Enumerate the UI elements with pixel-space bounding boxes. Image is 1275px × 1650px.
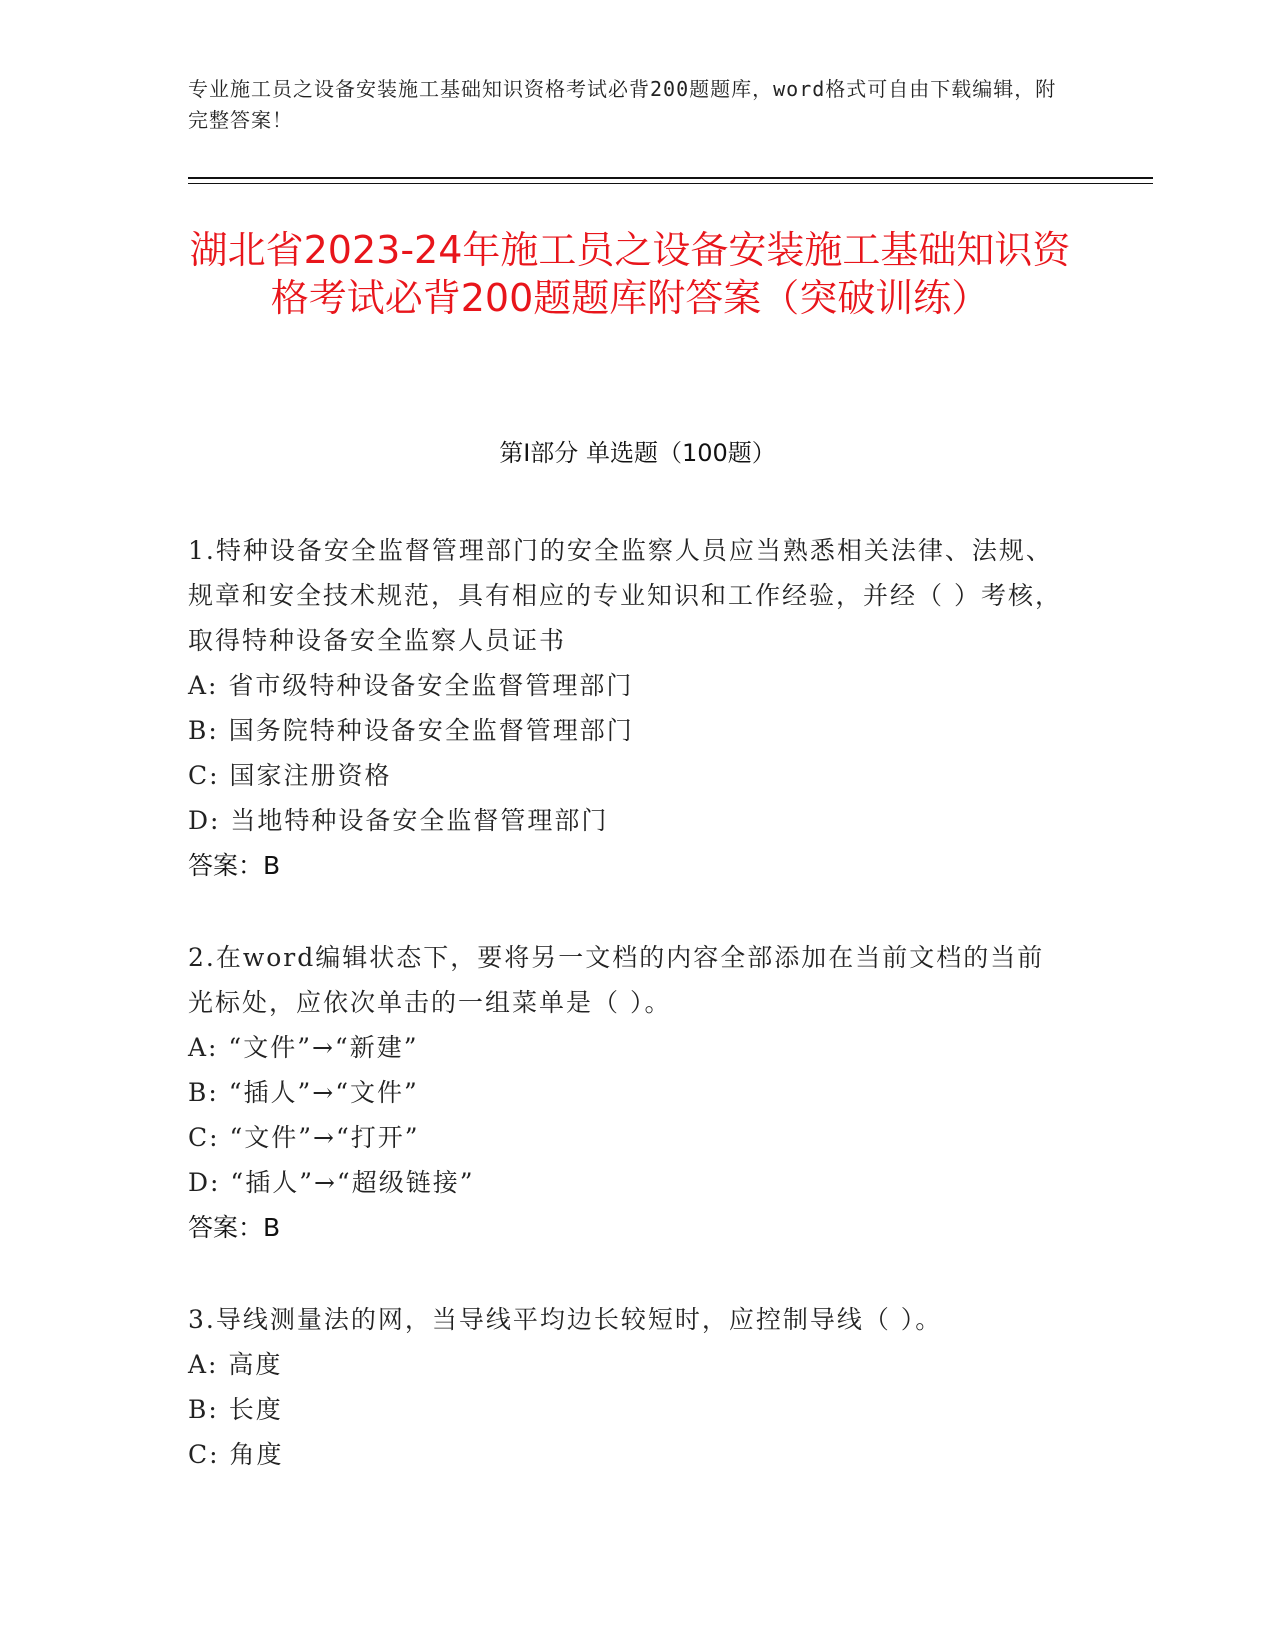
option-a: A: 省市级特种设备安全监督管理部门 [188, 671, 634, 700]
option-c: C: 角度 [188, 1440, 284, 1469]
header-rule-thin [188, 183, 1153, 184]
option-c: C: 国家注册资格 [188, 761, 392, 790]
section-title: 第Ⅰ部分 单选题（100题） [499, 439, 776, 467]
option-a: A: “文件”→“新建” [188, 1033, 419, 1062]
question-3 [188, 1297, 1068, 1477]
question-stem: 1.特种设备安全监督管理部门的安全监察人员应当熟悉相关法律、法规、规章和安全技术规范，具有相应的专业知识和工作经验，并经（ ）考核，取得特种设备安全监察人员证书 [188, 536, 1062, 655]
question-2 [188, 935, 1068, 1250]
header-note: 专业施工员之设备安装施工基础知识资格考试必背200题题库，word格式可自由下载编辑，附完整答案！ [188, 77, 1057, 132]
option-b: B: 国务院特种设备安全监督管理部门 [188, 716, 634, 745]
answer-label: 答案：B [188, 851, 281, 880]
option-c: C: “文件”→“打开” [188, 1123, 420, 1152]
answer-label: 答案：B [188, 1213, 281, 1242]
question-1 [188, 528, 1068, 888]
question-stem: 3.导线测量法的网，当导线平均边长较短时，应控制导线（ ）。 [188, 1305, 943, 1334]
question-stem: 2.在word编辑状态下，要将另一文档的内容全部添加在当前文档的当前光标处，应依次单击的一组菜单是（ ）。 [188, 943, 1045, 1017]
option-d: D: “插人”→“超级链接” [188, 1168, 475, 1197]
option-d: D: 当地特种设备安全监督管理部门 [188, 806, 609, 835]
option-b: B: “插人”→“文件” [188, 1078, 419, 1107]
header-rule-thick [188, 177, 1153, 179]
option-a: A: 高度 [188, 1350, 283, 1379]
document-title: 湖北省2023-24年施工员之设备安装施工基础知识资格考试必背200题题库附答案（突破训练） [189, 228, 1071, 320]
option-b: B: 长度 [188, 1395, 283, 1424]
